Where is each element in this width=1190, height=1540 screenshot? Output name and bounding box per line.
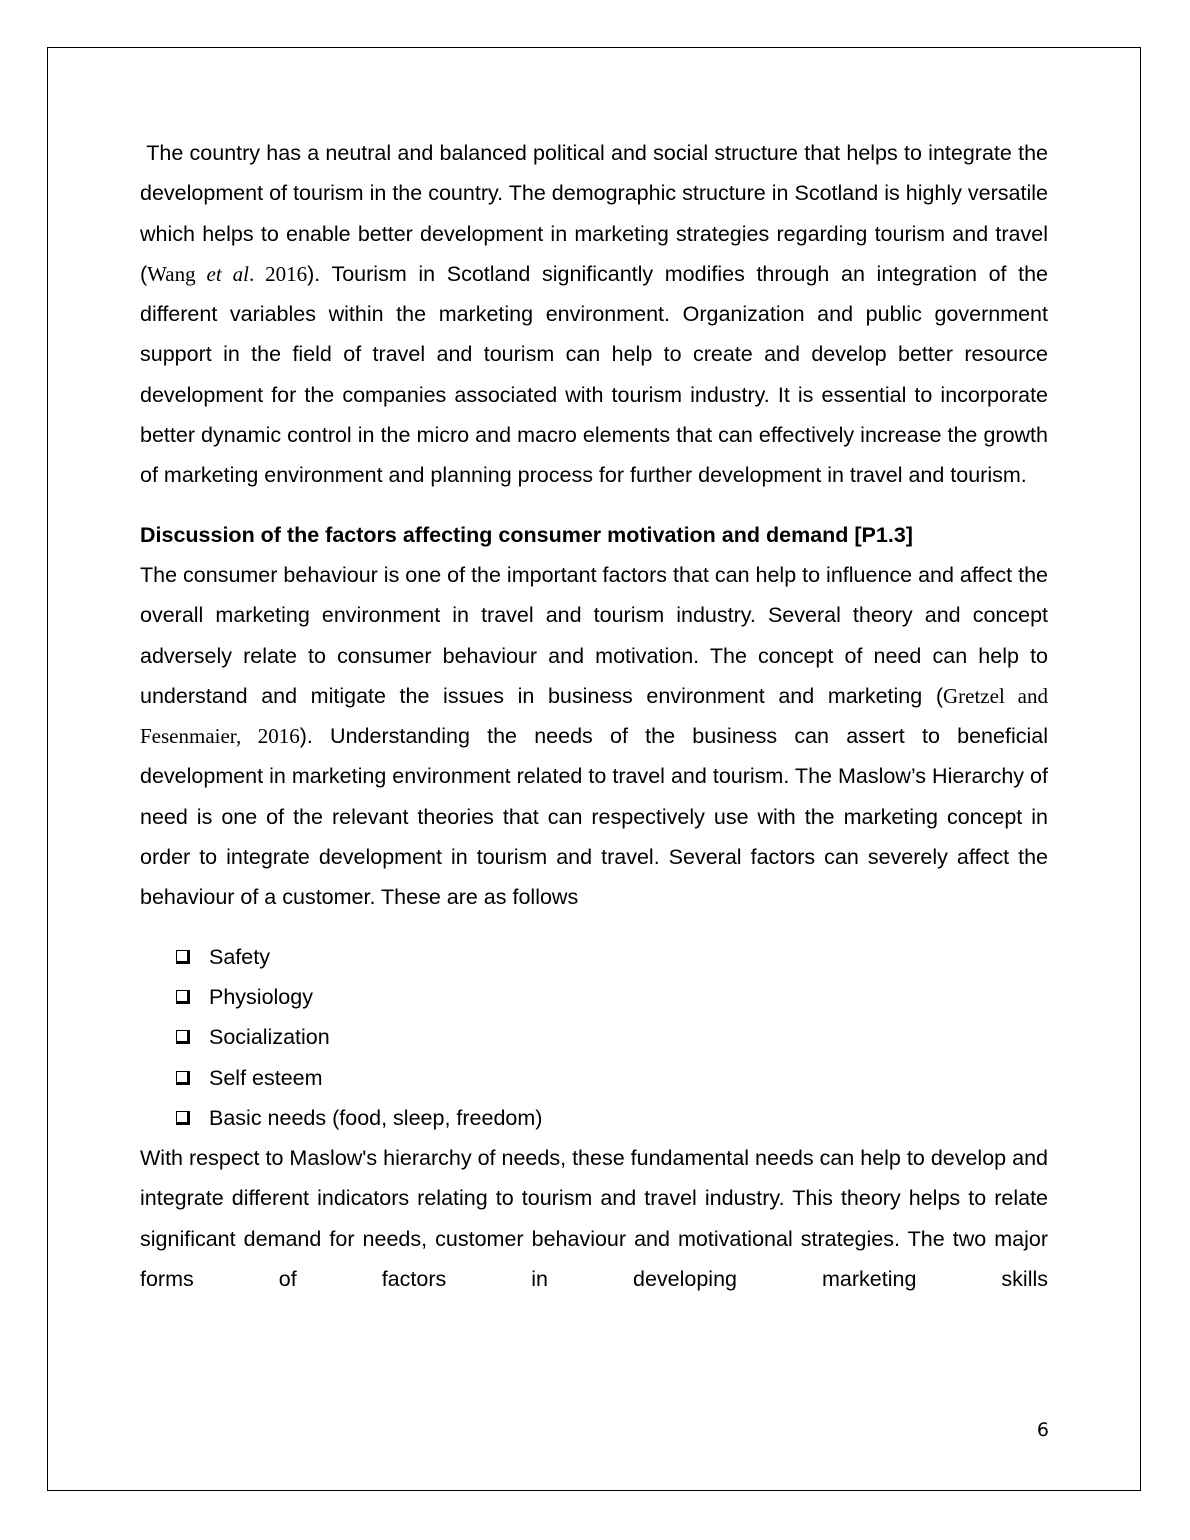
- paragraph-scotland-tourism: [140, 133, 1048, 496]
- citation-author: Wang: [147, 261, 207, 286]
- factors-list: [140, 937, 1048, 1138]
- citation-etal: et al: [206, 261, 249, 286]
- list-item: [176, 1098, 1048, 1138]
- list-item-label: Self esteem: [209, 1065, 323, 1090]
- paragraph-text: ). Tourism in Scotland significantly modifies through an integration of the different variables within the marketing environment. Organization and public government support in the field of travel and tourism can help to create and develop better resource development for the companies associated with tourism industry. It is essential to incorporate better dynamic control in the micro and macro elements that can effectively increase the growth of marketing environment and planning process for further development in travel and tourism.: [140, 261, 1049, 488]
- checkbox-bullet-icon: [176, 1030, 190, 1044]
- citation-wang: [147, 262, 307, 286]
- page-number: 6: [1036, 1419, 1049, 1441]
- list-item-label: Safety: [209, 944, 270, 969]
- list-item-label: Physiology: [209, 984, 313, 1009]
- paragraph-text: ). Understanding the needs of the business can assert to beneficial development in marketing environment related to travel and tourism. The Maslow’s Hierarchy of need is one of the relevant theories that can respectively use with the marketing concept in order to integrate development in tourism and travel. Several factors can severely affect the behaviour of a customer. These are as follows: [140, 724, 1048, 910]
- checkbox-bullet-icon: [176, 990, 190, 1004]
- section-heading: Discussion of the factors affecting consumer motivation and demand [P1.3]: [140, 522, 913, 547]
- citation-gretzel: Gretzel and Fesenmaier, 2016: [140, 683, 1048, 749]
- paragraph-text: The consumer behaviour is one of the important factors that can help to influence and affect the overall marketing environment in travel and tourism industry. Several theory and concept adversely relate to consumer behaviour and motivation. The concept of need can help to understand and mitigate the issues in business environment and marketing (: [140, 562, 1048, 708]
- list-item: [176, 977, 1048, 1017]
- citation-year: . 2016: [248, 261, 308, 286]
- list-item: [176, 1017, 1048, 1057]
- paragraph-text: The country has a neutral and balanced political and social structure that helps to integrate the development of tourism in the country. The demographic structure in Scotland is highly versatile which helps to enable better development in marketing strategies regarding tourism and travel (: [140, 141, 1048, 286]
- paragraph-maslow: With respect to Maslow's hierarchy of needs, these fundamental needs can help to develop and integrate different indicators relating to tourism and travel industry. This theory helps to relate significant demand for needs, customer behaviour and motivational strategies. The two major forms of factors in developing marketing skills: [140, 1146, 1048, 1292]
- paragraph-consumer-behaviour: [140, 555, 1048, 918]
- list-item: [176, 1058, 1048, 1098]
- list-item-label: Basic needs (food, sleep, freedom): [209, 1105, 543, 1130]
- checkbox-bullet-icon: [176, 1111, 190, 1125]
- list-item-label: Socialization: [209, 1025, 330, 1050]
- checkbox-bullet-icon: [176, 950, 190, 964]
- list-item: [176, 937, 1048, 977]
- checkbox-bullet-icon: [176, 1071, 190, 1085]
- page-content: [140, 133, 1048, 1299]
